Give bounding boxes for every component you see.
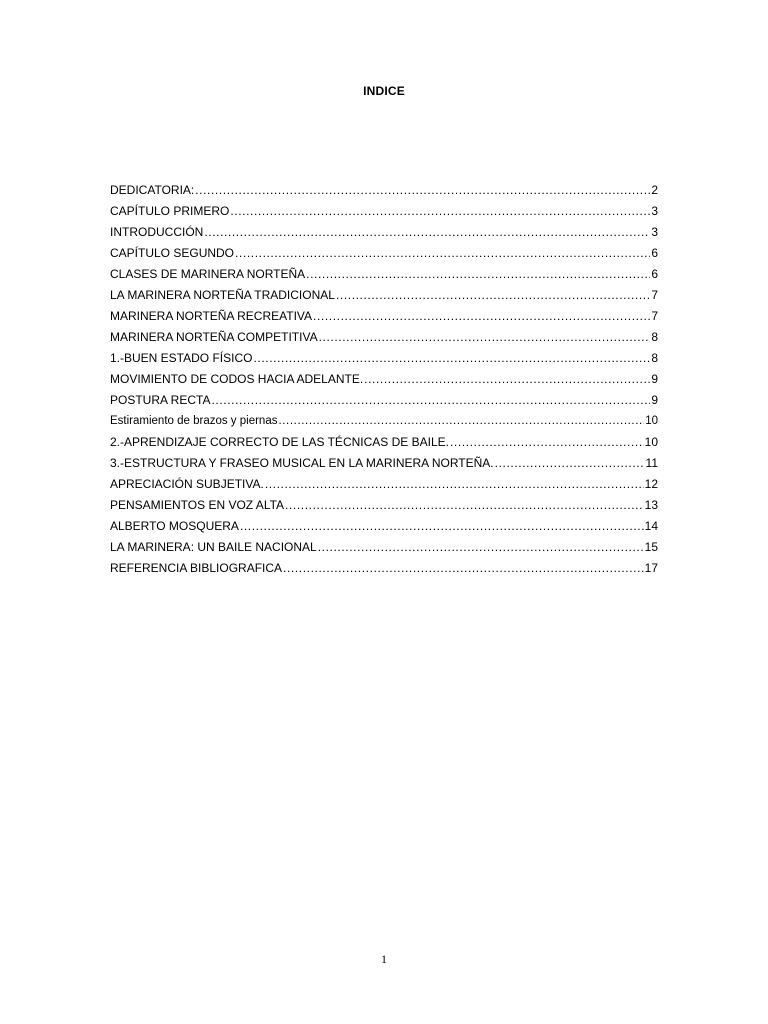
- toc-entry-page: 15: [644, 540, 658, 554]
- toc-entry-page: 8: [651, 351, 658, 365]
- toc-entry: [110, 180, 658, 201]
- toc-entry-label: 3.-ESTRUCTURA Y FRASEO MUSICAL EN LA MARINERA NORTEÑA.: [110, 456, 494, 470]
- toc-entry-label: Estiramiento de brazos y piernas: [110, 415, 278, 427]
- toc-dot-leader: [336, 285, 650, 306]
- toc-entry-page: 12: [644, 477, 658, 491]
- toc-dot-leader: [211, 390, 650, 411]
- toc-entry-page: 14: [644, 519, 658, 533]
- toc-entry: [110, 348, 658, 369]
- toc-entry-label: MARINERA NORTEÑA RECREATIVA: [110, 309, 313, 323]
- toc-entry-label: ALBERTO MOSQUERA: [110, 519, 239, 533]
- toc-dot-leader: [235, 243, 650, 264]
- toc-entry: [110, 243, 658, 264]
- toc-entry: [110, 285, 658, 306]
- toc-entry-label: CAPÍTULO PRIMERO: [110, 204, 230, 218]
- toc-entry-page: 2: [651, 183, 658, 197]
- toc-entry-label: APRECIACIÓN SUBJETIVA.: [110, 477, 264, 491]
- toc-entry: [110, 432, 658, 453]
- toc-entry-page: 3: [651, 225, 658, 239]
- toc-dot-leader: [240, 516, 644, 537]
- toc-entry-page: 9: [651, 393, 658, 407]
- toc-entry: [110, 537, 658, 558]
- toc-entry: [110, 390, 658, 411]
- table-of-contents: [110, 180, 658, 579]
- toc-entry-label: LA MARINERA NORTEÑA TRADICIONAL: [110, 288, 335, 302]
- toc-entry-page: 6: [651, 246, 658, 260]
- page-title: INDICE: [363, 84, 405, 98]
- toc-entry-page: 7: [651, 309, 658, 323]
- toc-entry-label: INTRODUCCIÓN: [110, 225, 204, 239]
- toc-dot-leader: [450, 432, 644, 453]
- toc-dot-leader: [318, 537, 644, 558]
- toc-dot-leader: [195, 180, 650, 201]
- toc-entry-label: LA MARINERA: UN BAILE NACIONAL: [110, 540, 317, 554]
- toc-entry-label: MARINERA NORTEÑA COMPETITIVA: [110, 330, 318, 344]
- toc-entry-page: 11: [645, 456, 658, 470]
- toc-entry: [110, 264, 658, 285]
- toc-entry-page: 7: [651, 288, 658, 302]
- toc-entry-page: 3: [651, 204, 658, 218]
- toc-entry-label: PENSAMIENTOS EN VOZ ALTA: [110, 498, 285, 512]
- toc-dot-leader: [278, 411, 644, 432]
- toc-entry: [110, 201, 658, 222]
- toc-entry-label: DEDICATORIA:: [110, 183, 195, 197]
- toc-dot-leader: [319, 327, 651, 348]
- toc-entry-label: CLASES DE MARINERA NORTEÑA: [110, 267, 306, 281]
- toc-entry: [110, 516, 658, 537]
- toc-entry: [110, 558, 658, 579]
- toc-entry-label: REFERENCIA BIBLIOGRAFICA: [110, 561, 283, 575]
- toc-dot-leader: [364, 369, 650, 390]
- toc-entry-page: 9: [651, 372, 658, 386]
- toc-entry: [110, 453, 658, 474]
- toc-entry-label: CAPÍTULO SEGUNDO: [110, 246, 235, 260]
- toc-entry-label: 2.-APRENDIZAJE CORRECTO DE LAS TÉCNICAS DE BAILE.: [110, 435, 449, 449]
- page-number: 1: [381, 952, 387, 966]
- toc-entry-page: 13: [644, 498, 658, 512]
- toc-dot-leader: [495, 453, 645, 474]
- toc-dot-leader: [204, 222, 650, 243]
- toc-entry-label: 1.-BUEN ESTADO FÍSICO: [110, 351, 253, 365]
- toc-dot-leader: [230, 201, 650, 222]
- toc-entry-label: POSTURA RECTA: [110, 393, 211, 407]
- toc-entry-page: 6: [651, 267, 658, 281]
- toc-dot-leader: [313, 306, 650, 327]
- toc-entry: [110, 495, 658, 516]
- toc-dot-leader: [265, 474, 644, 495]
- toc-entry-page: 8: [651, 330, 658, 344]
- toc-entry-label: MOVIMIENTO DE CODOS HACIA ADELANTE.: [110, 372, 364, 386]
- toc-entry: [110, 411, 658, 432]
- toc-entry: [110, 369, 658, 390]
- toc-entry-page: 10: [645, 415, 658, 427]
- toc-entry-page: 17: [644, 561, 658, 575]
- toc-entry-page: 10: [644, 435, 658, 449]
- toc-dot-leader: [253, 348, 650, 369]
- toc-entry: [110, 222, 658, 243]
- toc-dot-leader: [283, 558, 644, 579]
- toc-entry: [110, 474, 658, 495]
- toc-dot-leader: [285, 495, 644, 516]
- toc-dot-leader: [306, 264, 650, 285]
- toc-entry: [110, 306, 658, 327]
- toc-entry: [110, 327, 658, 348]
